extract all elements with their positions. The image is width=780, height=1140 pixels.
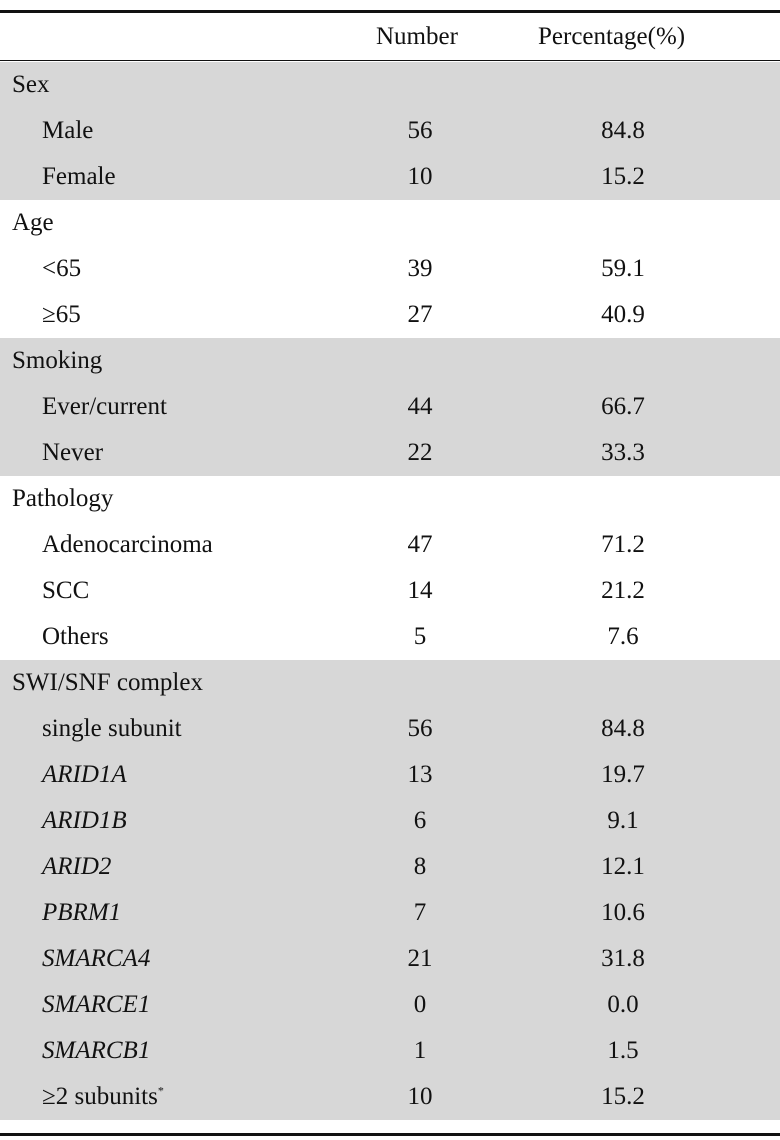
number-cell: 22 bbox=[407, 439, 433, 466]
table-row bbox=[0, 384, 780, 430]
table-row bbox=[0, 752, 780, 798]
row-label bbox=[42, 715, 182, 743]
header-percentage: Percentage(%) bbox=[538, 23, 686, 50]
number-cell: 21 bbox=[407, 945, 433, 972]
table-row bbox=[0, 798, 780, 844]
number-cell: 6 bbox=[413, 807, 427, 834]
table-row bbox=[0, 292, 780, 338]
table-row bbox=[0, 246, 780, 292]
table-row bbox=[0, 1074, 780, 1120]
row-label-text: Male bbox=[42, 117, 94, 144]
row-label-text: ARID1B bbox=[42, 807, 127, 834]
number-cell: 5 bbox=[413, 623, 427, 650]
number-cell: 14 bbox=[407, 577, 433, 604]
table-row bbox=[0, 936, 780, 982]
row-label bbox=[42, 301, 81, 329]
table-bottom-rule bbox=[0, 1133, 780, 1136]
row-label-text: PBRM1 bbox=[42, 899, 122, 926]
row-label-text: Never bbox=[42, 439, 104, 466]
group-title-row bbox=[0, 200, 780, 246]
percentage-cell: 59.1 bbox=[601, 255, 645, 282]
group-title-row bbox=[0, 62, 780, 108]
header-number: Number bbox=[376, 23, 458, 50]
number-cell: 44 bbox=[407, 393, 433, 420]
table-group bbox=[0, 476, 780, 660]
table-row bbox=[0, 982, 780, 1028]
row-label bbox=[42, 163, 116, 191]
row-label-text: SMARCB1 bbox=[42, 1037, 151, 1064]
table-row bbox=[0, 430, 780, 476]
percentage-cell: 12.1 bbox=[601, 853, 645, 880]
percentage-cell: 84.8 bbox=[601, 715, 645, 742]
table-group bbox=[0, 338, 780, 476]
number-cell: 7 bbox=[413, 899, 427, 926]
row-label bbox=[42, 623, 109, 651]
row-label bbox=[42, 439, 103, 467]
percentage-cell: 10.6 bbox=[601, 899, 645, 926]
number-cell: 56 bbox=[407, 117, 433, 144]
number-cell: 56 bbox=[407, 715, 433, 742]
row-label-text: Others bbox=[42, 623, 109, 650]
table-header bbox=[0, 13, 780, 61]
table-row bbox=[0, 568, 780, 614]
group-title: Smoking bbox=[12, 347, 103, 374]
table-row bbox=[0, 706, 780, 752]
percentage-cell: 40.9 bbox=[601, 301, 645, 328]
percentage-cell: 0.0 bbox=[607, 991, 639, 1018]
group-title: Age bbox=[12, 209, 54, 236]
percentage-cell: 33.3 bbox=[601, 439, 645, 466]
number-cell: 8 bbox=[413, 853, 427, 880]
table-row bbox=[0, 1028, 780, 1074]
percentage-cell: 71.2 bbox=[601, 531, 645, 558]
row-label-text: ≥65 bbox=[42, 301, 81, 328]
row-label bbox=[42, 899, 121, 927]
row-label-text: single subunit bbox=[42, 715, 182, 742]
table-row bbox=[0, 522, 780, 568]
percentage-cell: 31.8 bbox=[601, 945, 645, 972]
group-title-row bbox=[0, 660, 780, 706]
table-group bbox=[0, 62, 780, 200]
footnote-marker: * bbox=[157, 1083, 164, 1098]
table-row bbox=[0, 614, 780, 660]
table-row bbox=[0, 890, 780, 936]
number-cell: 13 bbox=[407, 761, 433, 788]
number-cell: 47 bbox=[407, 531, 433, 558]
row-label-text: SMARCE1 bbox=[42, 991, 151, 1018]
group-title-row bbox=[0, 476, 780, 522]
percentage-cell: 15.2 bbox=[601, 163, 645, 190]
row-label bbox=[42, 255, 81, 283]
table-group bbox=[0, 660, 780, 1120]
row-label-text: ≥2 subunits bbox=[42, 1083, 158, 1110]
number-cell: 10 bbox=[407, 1083, 433, 1110]
percentage-cell: 15.2 bbox=[601, 1083, 645, 1110]
group-title-row bbox=[0, 338, 780, 384]
number-cell: 39 bbox=[407, 255, 433, 282]
row-label bbox=[42, 945, 150, 973]
row-label bbox=[42, 991, 150, 1019]
table-body bbox=[0, 62, 780, 1120]
row-label bbox=[42, 117, 93, 145]
number-cell: 27 bbox=[407, 301, 433, 328]
row-label-text: SCC bbox=[42, 577, 90, 604]
row-label-text: ARID1A bbox=[42, 761, 127, 788]
table-group bbox=[0, 200, 780, 338]
row-label bbox=[42, 393, 167, 421]
percentage-cell: 66.7 bbox=[601, 393, 645, 420]
percentage-cell: 9.1 bbox=[607, 807, 639, 834]
row-label bbox=[42, 853, 111, 881]
group-title: Pathology bbox=[12, 485, 114, 512]
table-row bbox=[0, 844, 780, 890]
table-row bbox=[0, 108, 780, 154]
row-label bbox=[42, 577, 89, 605]
number-cell: 1 bbox=[413, 1037, 427, 1064]
row-label-text: SMARCA4 bbox=[42, 945, 151, 972]
row-label-text: Adenocarcinoma bbox=[42, 531, 213, 558]
percentage-cell: 19.7 bbox=[601, 761, 645, 788]
row-label-text: <65 bbox=[42, 255, 82, 282]
row-label-text: Female bbox=[42, 163, 116, 190]
row-label bbox=[42, 761, 127, 789]
percentage-cell: 84.8 bbox=[601, 117, 645, 144]
percentage-cell: 7.6 bbox=[607, 623, 639, 650]
group-title: Sex bbox=[12, 71, 50, 98]
row-label bbox=[42, 807, 127, 835]
number-cell: 10 bbox=[407, 163, 433, 190]
row-label bbox=[42, 531, 213, 559]
row-label bbox=[42, 1037, 150, 1065]
row-label-text: Ever/current bbox=[42, 393, 167, 420]
row-label bbox=[42, 1083, 164, 1111]
percentage-cell: 21.2 bbox=[601, 577, 645, 604]
row-label-text: ARID2 bbox=[42, 853, 112, 880]
group-title: SWI/SNF complex bbox=[12, 669, 203, 696]
table-row bbox=[0, 154, 780, 200]
number-cell: 0 bbox=[413, 991, 427, 1018]
percentage-cell: 1.5 bbox=[607, 1037, 639, 1064]
